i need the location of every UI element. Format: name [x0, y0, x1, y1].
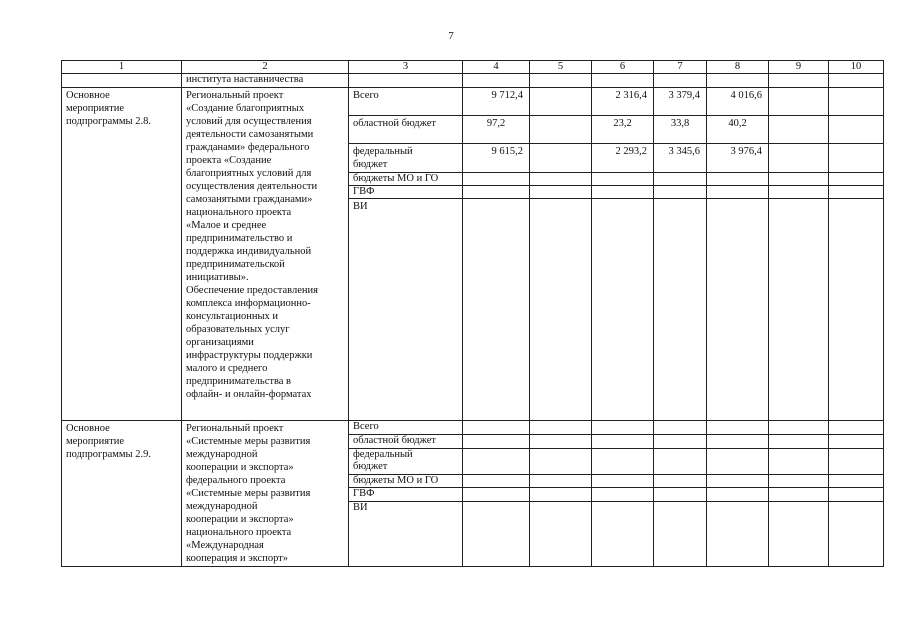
value-cell: [829, 421, 884, 435]
value-cell: [592, 448, 654, 475]
funding-source: Всего: [349, 88, 463, 116]
value-cell: [769, 173, 829, 186]
value-cell: [829, 186, 884, 199]
value-cell: 3 379,4: [654, 88, 707, 116]
value-cell: [829, 488, 884, 501]
value-cell: [654, 421, 707, 435]
value-cell: [707, 448, 769, 475]
value-cell: [769, 186, 829, 199]
value-cell: [707, 488, 769, 501]
value-cell: [592, 501, 654, 566]
value-cell: [769, 116, 829, 144]
measure-description-2-9: Региональный проект «Системные меры развития международной кооперации и экспорта» федерального проекта «Системные меры развития международной кооперации и экспорта» национального проекта «Международная кооперация и экспорт»: [182, 421, 349, 567]
funding-source: Всего: [349, 421, 463, 435]
header-row: [62, 61, 884, 74]
cell: [349, 74, 463, 88]
funding-source: федеральный бюджет: [349, 448, 463, 475]
value-cell: 9 615,2: [463, 144, 530, 173]
cell: [62, 74, 182, 88]
value-cell: [654, 475, 707, 488]
value-cell: 33,8: [654, 116, 707, 144]
cell: [530, 74, 592, 88]
value-cell: [530, 448, 592, 475]
measure-label-2-9: Основное мероприятие подпрограммы 2.9.: [62, 421, 182, 567]
funding-source: ГВФ: [349, 186, 463, 199]
value-cell: [707, 475, 769, 488]
header-cell: 3: [349, 61, 463, 74]
value-cell: [769, 475, 829, 488]
value-cell: [829, 501, 884, 566]
value-cell: 4 016,6: [707, 88, 769, 116]
value-cell: [829, 475, 884, 488]
value-cell: [530, 488, 592, 501]
value-cell: [829, 88, 884, 116]
cell: [707, 74, 769, 88]
header-cell: 1: [62, 61, 182, 74]
value-cell: [530, 116, 592, 144]
funding-source: бюджеты МО и ГО: [349, 475, 463, 488]
header-cell: 7: [654, 61, 707, 74]
funding-source: ВИ: [349, 501, 463, 566]
value-cell: [707, 501, 769, 566]
cell: [769, 74, 829, 88]
value-cell: [707, 421, 769, 435]
value-cell: [829, 173, 884, 186]
budget-table: [61, 60, 884, 567]
value-cell: [530, 199, 592, 421]
value-cell: 2 316,4: [592, 88, 654, 116]
value-cell: 97,2: [463, 116, 530, 144]
header-cell: 6: [592, 61, 654, 74]
funding-source: областной бюджет: [349, 116, 463, 144]
value-cell: [769, 421, 829, 435]
header-cell: 2: [182, 61, 349, 74]
value-cell: [769, 448, 829, 475]
value-cell: 3 976,4: [707, 144, 769, 173]
funding-source: ВИ: [349, 199, 463, 421]
value-cell: [463, 173, 530, 186]
value-cell: [530, 144, 592, 173]
value-cell: [530, 435, 592, 448]
cell: [463, 74, 530, 88]
value-cell: [592, 421, 654, 435]
value-cell: 23,2: [592, 116, 654, 144]
value-cell: [654, 488, 707, 501]
value-cell: [530, 173, 592, 186]
value-cell: [654, 199, 707, 421]
header-cell: 8: [707, 61, 769, 74]
measure-label-2-8: Основное мероприятие подпрограммы 2.8.: [62, 88, 182, 421]
header-cell: 10: [829, 61, 884, 74]
value-cell: [829, 448, 884, 475]
value-cell: 40,2: [707, 116, 769, 144]
header-cell: 5: [530, 61, 592, 74]
cell: [654, 74, 707, 88]
value-cell: [463, 501, 530, 566]
cell: [592, 74, 654, 88]
value-cell: [530, 501, 592, 566]
value-cell: [707, 435, 769, 448]
value-cell: [530, 88, 592, 116]
value-cell: [769, 144, 829, 173]
value-cell: 2 293,2: [592, 144, 654, 173]
value-cell: [769, 501, 829, 566]
value-cell: [654, 173, 707, 186]
value-cell: [592, 173, 654, 186]
value-cell: [707, 186, 769, 199]
value-cell: [829, 116, 884, 144]
funding-source: бюджеты МО и ГО: [349, 173, 463, 186]
value-cell: [654, 501, 707, 566]
value-cell: [463, 488, 530, 501]
value-cell: [829, 199, 884, 421]
value-cell: [592, 488, 654, 501]
funding-source: областной бюджет: [349, 435, 463, 448]
value-cell: 3 345,6: [654, 144, 707, 173]
value-cell: [530, 421, 592, 435]
value-cell: [829, 144, 884, 173]
value-cell: [463, 435, 530, 448]
page-number: 7: [448, 30, 454, 42]
value-cell: [592, 186, 654, 199]
funding-source: ГВФ: [349, 488, 463, 501]
value-cell: [463, 448, 530, 475]
header-cell: 4: [463, 61, 530, 74]
value-cell: [654, 186, 707, 199]
value-cell: [592, 475, 654, 488]
value-cell: [592, 435, 654, 448]
value-cell: [769, 488, 829, 501]
value-cell: [592, 199, 654, 421]
value-cell: [707, 173, 769, 186]
value-cell: [463, 186, 530, 199]
value-cell: [654, 435, 707, 448]
continuation-row: [62, 74, 884, 88]
value-cell: [829, 435, 884, 448]
value-cell: [530, 186, 592, 199]
cell: [829, 74, 884, 88]
table-row: [62, 88, 884, 116]
value-cell: [769, 199, 829, 421]
measure-description-2-8: Региональный проект «Создание благоприятных условий для осуществления деятельности самозанятыми гражданами» федерального проекта «Создание благоприятных условий для осуществления деятельности самозанятыми гражданами» национального проекта «Малое и среднее предпринимательство и поддержка индивидуальной предпринимательской инициативы». Обеспечение предоставления комплекса информационно- консультационных и образовательных услуг организациями инфраструктуры поддержки малого и среднего предпринимательства в офлайн- и онлайн-форматах: [182, 88, 349, 421]
value-cell: 9 712,4: [463, 88, 530, 116]
funding-source: федеральный бюджет: [349, 144, 463, 173]
value-cell: [769, 435, 829, 448]
header-cell: 9: [769, 61, 829, 74]
value-cell: [463, 421, 530, 435]
value-cell: [707, 199, 769, 421]
continuation-text: института наставничества: [182, 74, 349, 88]
value-cell: [654, 448, 707, 475]
value-cell: [463, 199, 530, 421]
value-cell: [463, 475, 530, 488]
table-row: [62, 421, 884, 435]
value-cell: [769, 88, 829, 116]
value-cell: [530, 475, 592, 488]
